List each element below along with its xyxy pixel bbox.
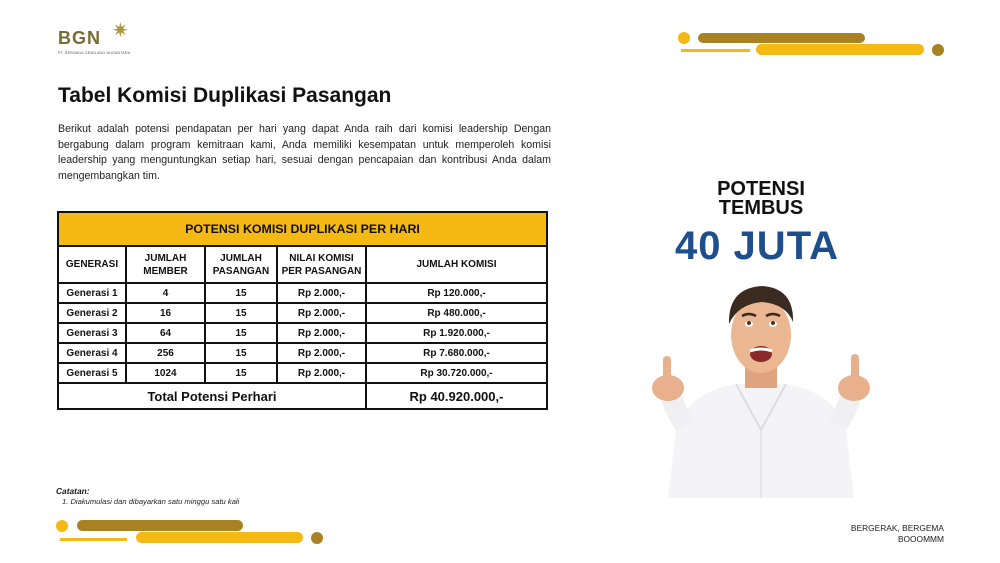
- column-header: GENERASI: [59, 247, 126, 283]
- table-cell: 16: [126, 303, 205, 323]
- table-cell: Rp 2.000,-: [277, 323, 366, 343]
- decor-bar: [77, 520, 243, 531]
- logo-subtitle: PT. BERNADA GEMILANG NUSANTARA: [58, 51, 131, 55]
- star-icon: ✷: [112, 20, 129, 42]
- table-cell: 15: [205, 323, 277, 343]
- total-label: Total Potensi Perhari: [59, 383, 366, 408]
- slogan: [820, 523, 944, 544]
- potensi-line1: POTENSI: [717, 178, 805, 200]
- decor-bar: [756, 44, 924, 55]
- commission-table: [57, 211, 548, 410]
- table-row: [59, 303, 546, 323]
- decor-line: [60, 538, 127, 541]
- table-row: [59, 343, 546, 363]
- table-cell: Generasi 4: [59, 343, 126, 363]
- table-cell: 15: [205, 303, 277, 323]
- table-cell: 15: [205, 283, 277, 303]
- table-cell: Rp 2.000,-: [277, 283, 366, 303]
- table-cell: 4: [126, 283, 205, 303]
- table-cell: Rp 2.000,-: [277, 303, 366, 323]
- total-value: Rp 40.920.000,-: [366, 383, 546, 408]
- column-header: NILAI KOMISI PER PASANGAN: [277, 247, 366, 283]
- slogan-line2: BOOOMMM: [897, 533, 944, 544]
- total-row: [59, 383, 546, 408]
- page-title: Tabel Komisi Duplikasi Pasangan: [58, 84, 392, 107]
- table-cell: Rp 1.920.000,-: [366, 323, 546, 343]
- notes-title: Catatan:: [56, 486, 90, 496]
- table-cell: 1024: [126, 363, 205, 383]
- man-pointing-up-image: [628, 280, 894, 498]
- table-cell: Rp 7.680.000,-: [366, 343, 546, 363]
- table-cell: 15: [205, 343, 277, 363]
- potensi-amount: 40 JUTA: [674, 224, 840, 268]
- decor-dot: [56, 520, 68, 532]
- table-cell: 64: [126, 323, 205, 343]
- decor-dot: [311, 532, 323, 544]
- table-cell: 256: [126, 343, 205, 363]
- table-cell: Rp 120.000,-: [366, 283, 546, 303]
- column-header: JUMLAH PASANGAN: [205, 247, 277, 283]
- table-cell: Rp 480.000,-: [366, 303, 546, 323]
- slogan-line1: BERGERAK, BERGEMA: [850, 523, 944, 533]
- table-cell: Generasi 5: [59, 363, 126, 383]
- decor-dot: [678, 32, 690, 44]
- decor-dot: [932, 44, 944, 56]
- table-cell: Rp 2.000,-: [277, 343, 366, 363]
- potensi-line2: TEMBUS: [718, 197, 804, 219]
- company-logo: [58, 18, 138, 58]
- table-row: [59, 363, 546, 383]
- table-row: [59, 283, 546, 303]
- decor-line: [681, 49, 750, 52]
- notes-item: 1. Diakumulasi dan dibayarkan satu minggu satu kali: [62, 497, 240, 506]
- description: Berikut adalah potensi pendapatan per hari yang dapat Anda raih dari komisi leadership Dengan bergabung dalam program kemitraan kami, Anda memiliki kesempatan untuk memperoleh komisi leadership yang menguntungkan setiap hari, sesuai dengan pencapaian dan kontribusi Anda dalam mengembangkan tim.: [58, 123, 551, 182]
- column-header: JUMLAH KOMISI: [366, 247, 546, 283]
- potensi-heading: [666, 180, 856, 218]
- logo-mark: BGN: [58, 28, 101, 48]
- table-cell: Rp 30.720.000,-: [366, 363, 546, 383]
- table-cell: Generasi 3: [59, 323, 126, 343]
- column-header: JUMLAH MEMBER: [126, 247, 205, 283]
- table-heading: POTENSI KOMISI DUPLIKASI PER HARI: [59, 213, 546, 247]
- table-cell: Rp 2.000,-: [277, 363, 366, 383]
- table-row: [59, 323, 546, 343]
- table-cell: 15: [205, 363, 277, 383]
- decor-bar: [136, 532, 303, 543]
- table-header-row: [59, 247, 546, 283]
- table-cell: Generasi 1: [59, 283, 126, 303]
- table-cell: Generasi 2: [59, 303, 126, 323]
- decor-bar: [698, 33, 865, 43]
